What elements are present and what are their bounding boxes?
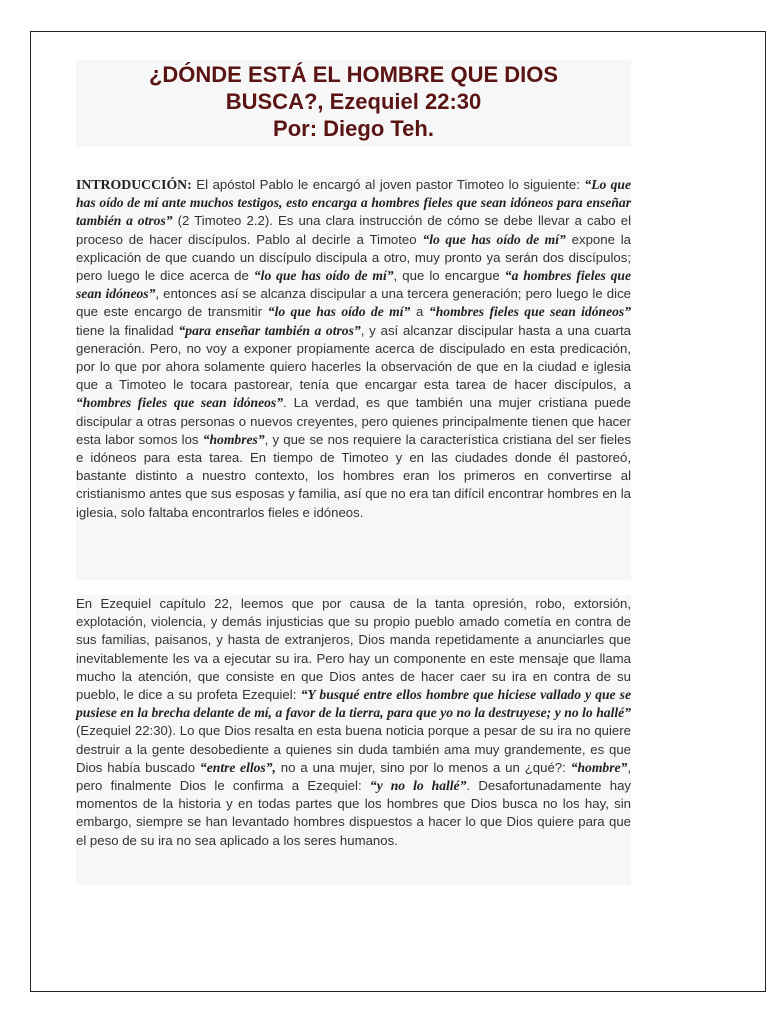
scripture-quote: “lo que has oído de mí” <box>267 304 411 320</box>
text-run: El apóstol Pablo le encargó al joven pastor Timoteo lo siguiente: <box>191 177 585 192</box>
scripture-quote: “hombres fieles que sean idóneos” <box>76 395 284 411</box>
paragraph-introduction <box>76 176 631 580</box>
scripture-quote: “para enseñar también a otros” <box>178 322 361 338</box>
text-run: , y así alcanzar discipular hasta a una cuarta generación. Pero, no voy a exponer propiamente acerca de discipulado en esta predicación, por lo que por ahora solamente quiero hacerles la observación de que en la ciudad e iglesia que a Timoteo le tocara pastorear, tenía que encargar esta tarea de hacer discípulos, a <box>76 322 632 393</box>
paragraph-ezequiel <box>76 595 631 885</box>
text-run: (Ezequiel 22:30). Lo que Dios resalta en esta buena noticia porque a pesar de su ira no quiere destruir a la gente desobediente a quienes sin duda también ama muy grandemente, es que Dios había buscado <box>76 723 631 775</box>
text-run: , entonces así se alcanza discipular a una tercera generación; pero luego le dice que este encargo de transmitir <box>76 286 631 320</box>
scripture-quote: “lo que has oído de mí” <box>422 231 566 247</box>
scripture-quote: “Lo que has oído de mí ante muchos testigos, esto encarga a hombres fieles que sean idóneos para enseñar también a otros” <box>76 177 632 229</box>
scripture-quote: “hombres fieles que sean idóneos” <box>428 304 631 320</box>
scripture-quote: “entre ellos”, <box>199 759 276 775</box>
scripture-quote: “lo que has oído de mí” <box>253 268 394 284</box>
text-run: En Ezequiel capítulo 22, leemos que por causa de la tanta opresión, robo, extorsión, explotación, violencia, y demás injusticias que su propio pueblo amado cometía en contra de sus familias, paisanos, y hasta de extranjeros, Dios manda repetidamente a anunciarles que inevitablemente les va a ejecutar su ira. Pero hay un componente en este mensaje que llama mucho la atención, que consiste en que Dios antes de hacer caer su ira en contra de su pueblo, le dice a su profeta Ezequiel: <box>76 596 631 703</box>
text-run: . Desafortunadamente hay momentos de la historia y en todas partes que los hombres que Dios busca no los hay, sin embargo, siempre se han levantado hombres dispuestos a hacer lo que Dios quiere para que el peso de su ira no sea aplicado a los seres humanos. <box>76 778 632 848</box>
title-line-3: Por: Diego Teh. <box>273 116 434 141</box>
document-title <box>76 60 631 147</box>
text-run: tiene la finalidad <box>76 322 179 338</box>
text-run: expone la explicación de que cuando un discípulo discipula a otro, muy pronto ya serán dos discípulos; pero luego le dice acerca de <box>76 231 632 284</box>
text-run: (2 Timoteo 2.2). Es una clara instrucción de cómo se debe llevar a cabo el proceso de hacer discípulos. Pablo al decirle a Timoteo <box>76 213 632 247</box>
text-run: , pero finalmente Dios le confirma a Ezequiel: <box>76 759 632 794</box>
text-run: a <box>410 304 429 320</box>
scripture-quote: “Y busqué entre ellos hombre que hiciese vallado y que se pusiese en la brecha delante de mí, a favor de la tierra, para que yo no la destruyese; y no lo hallé” <box>76 687 631 721</box>
title-line-1: ¿DÓNDE ESTÁ EL HOMBRE QUE DIOS <box>148 62 559 87</box>
scripture-quote: “hombre” <box>570 759 628 775</box>
text-run: , que lo encargue <box>393 268 505 284</box>
scripture-quote: “hombres” <box>202 431 265 447</box>
text-run: no a una mujer, sino por lo menos a un ¿qué?: <box>275 759 571 775</box>
text-run: , y que se nos requiere la característica cristiana del ser fieles e idóneos para esta tarea. En tiempo de Timoteo y en las ciudades donde él pastoreó, bastante distinto a nuestro contexto, los hombres eran los primeros en convertirse al cristianismo antes que sus esposas y familia, así que no era tan difícil encontrar hombres en la iglesia, solo faltaba encontrarlos fieles e idóneos. <box>76 431 631 520</box>
text-run: . La verdad, es que también una mujer cristiana puede discipular a otras personas o nuevos creyentes, pero quienes principalmente tienen que hacer esta labor somos los <box>76 395 631 447</box>
scripture-quote: “y no lo hallé” <box>369 778 467 794</box>
introduction-label: INTRODUCCIÓN: <box>76 177 192 192</box>
scripture-quote: “a hombres fieles que sean idóneos” <box>76 268 632 302</box>
title-line-2: BUSCA?, Ezequiel 22:30 <box>225 89 482 114</box>
